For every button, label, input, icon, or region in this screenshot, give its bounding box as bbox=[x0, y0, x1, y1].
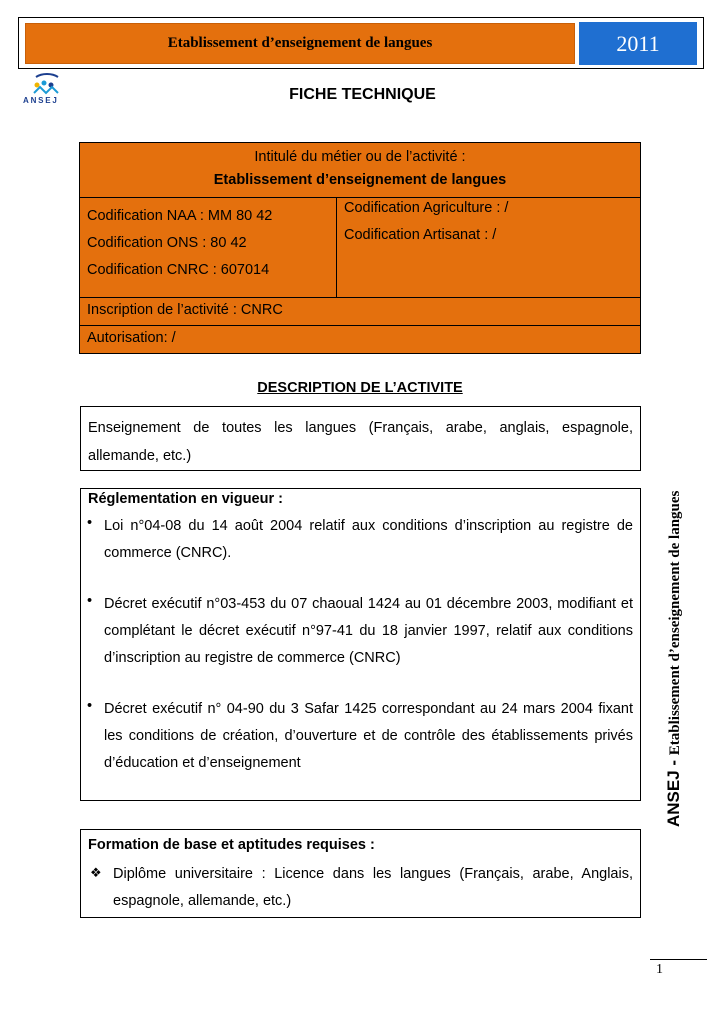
codification-left-cell bbox=[80, 198, 337, 297]
bullet-icon: • bbox=[87, 593, 93, 609]
reglementation-box bbox=[80, 488, 641, 801]
codification-artisanat: Codification Artisanat : / bbox=[344, 227, 497, 243]
codification-cnrc: Codification CNRC : 607014 bbox=[87, 262, 270, 278]
codification-row bbox=[80, 198, 640, 298]
formation-box bbox=[80, 829, 641, 918]
description-box bbox=[80, 406, 641, 471]
header-title: Etablissement d’enseignement de langues bbox=[167, 35, 433, 51]
formation-item: Diplôme universitaire : Licence dans les langues (Français, arabe, Anglais, espagnole, allemande, etc.) bbox=[113, 866, 633, 909]
intitule-row bbox=[80, 143, 640, 198]
intitule-value: Etablissement d’enseignement de langues bbox=[213, 172, 507, 188]
autorisation-text: Autorisation: / bbox=[87, 330, 176, 346]
description-title: DESCRIPTION DE L’ACTIVITE bbox=[257, 380, 463, 396]
bullet-icon: • bbox=[87, 515, 93, 531]
inscription-text: Inscription de l’activité : CNRC bbox=[87, 302, 283, 318]
reglementation-item: Décret exécutif n° 04-90 du 3 Safar 1425 correspondant au 24 mars 2004 fixant les conditions de création, d’ouverture et de contrôle des établissements privés d’éducation et d’enseignement bbox=[104, 701, 633, 771]
intitule-label: Intitulé du métier ou de l’activité : bbox=[254, 149, 466, 165]
codification-right-cell bbox=[337, 198, 640, 297]
inscription-row bbox=[80, 298, 640, 326]
side-vertical-text bbox=[664, 491, 684, 827]
page-title: FICHE TECHNIQUE bbox=[289, 86, 436, 103]
autorisation-row bbox=[80, 326, 640, 353]
bullet-icon: • bbox=[87, 698, 93, 714]
identification-table bbox=[79, 142, 641, 354]
diamond-bullet-icon: ❖ bbox=[90, 865, 102, 880]
reglementation-item: Décret exécutif n°03-453 du 07 chaoual 1424 au 01 décembre 2003, modifiant et complétant le décret exécutif n°97-41 du 18 janvier 1997, relatif aux conditions d’inscription au registre de commerce (CNRC) bbox=[104, 596, 633, 666]
codification-naa: Codification NAA : MM 80 42 bbox=[87, 208, 273, 224]
logo-text: ANSEJ bbox=[23, 96, 59, 105]
footer-divider bbox=[650, 959, 707, 960]
codification-agriculture: Codification Agriculture : / bbox=[344, 200, 509, 216]
reglementation-item: Loi n°04-08 du 14 août 2004 relatif aux conditions d’inscription au registre de commerce (CNRC). bbox=[104, 518, 633, 561]
codification-ons: Codification ONS : 80 42 bbox=[87, 235, 247, 251]
page-number: 1 bbox=[656, 962, 663, 977]
document-header bbox=[18, 17, 704, 69]
reglementation-title: Réglementation en vigueur : bbox=[88, 491, 283, 507]
header-year-box bbox=[579, 22, 697, 65]
side-activity: Etablissement d’enseignement de langues bbox=[667, 490, 683, 756]
header-year: 2011 bbox=[616, 30, 660, 56]
side-ansej: ANSEJ bbox=[664, 770, 683, 827]
description-text: Enseignement de toutes les langues (Français, arabe, anglais, espagnole, allemande, etc.) bbox=[88, 420, 633, 464]
formation-title: Formation de base et aptitudes requises : bbox=[88, 837, 375, 853]
side-separator: - bbox=[664, 755, 683, 771]
header-title-box bbox=[25, 23, 575, 64]
